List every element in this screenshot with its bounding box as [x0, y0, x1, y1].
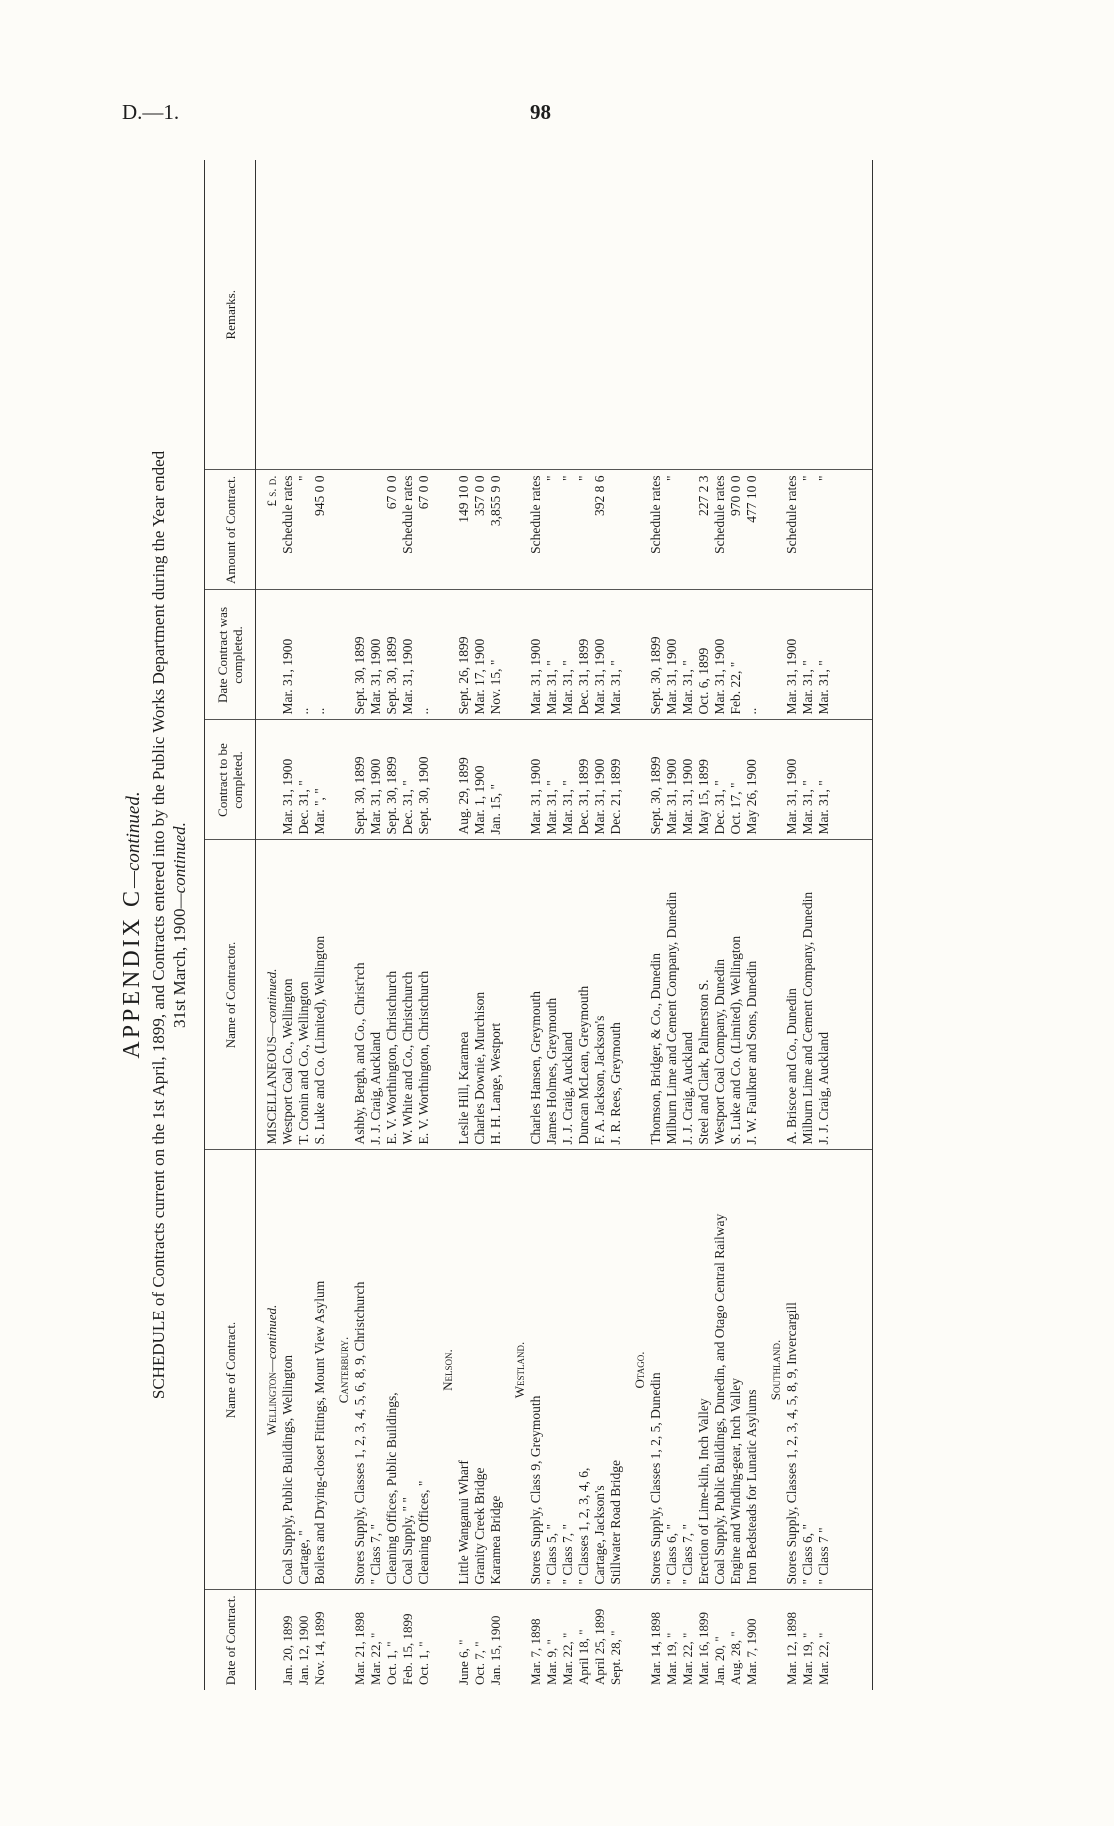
cell-date: Mar. 16, 1899: [696, 1612, 711, 1685]
cell-tocomp: Sept. 30, 1900: [416, 720, 432, 840]
cell-tocomp: May 15, 1899: [696, 720, 712, 840]
cell-name: Engine and Winding-gear, Inch Valley: [728, 1150, 744, 1590]
table-row: [280, 160, 296, 1690]
cell-date: Mar. 22, ": [816, 1632, 831, 1685]
cell-name: Stores Supply, Classes 1, 2, 5, Dunedin: [648, 1150, 664, 1590]
cell-date: Mar. 22, ": [368, 1632, 383, 1685]
schedule-title-line2: [170, 160, 190, 1690]
table-row: [784, 160, 800, 1690]
cell-date: April 25, 1899: [592, 1608, 607, 1685]
cell-remarks: [488, 160, 504, 470]
cell-date: Oct. 1, ": [384, 1641, 399, 1685]
cell-amount: 3,855 9 0: [488, 470, 504, 590]
cell-comp: Mar. 31, ": [800, 590, 816, 720]
cell-amount: [608, 470, 624, 590]
cell-amount: Schedule rates: [528, 470, 544, 590]
table-row: [816, 160, 832, 1690]
cell-name: Cartage, ": [296, 1150, 312, 1590]
cell-comp: Dec. 31, 1899: [576, 590, 592, 720]
cell-date: Mar. 22, ": [680, 1632, 695, 1685]
cell-name: Stores Supply, Classes 1, 2, 3, 4, 5, 8, 9, Invercargill: [784, 1150, 800, 1590]
cell-amount: ": [816, 470, 832, 590]
table-row: [712, 160, 728, 1690]
cell-remarks: [784, 160, 800, 470]
cell-contractor: W. White and Co., Christchurch: [400, 840, 416, 1150]
section-row: [624, 160, 648, 1690]
cell-amount: ": [800, 470, 816, 590]
table-row: [648, 160, 664, 1690]
cell-date: Sept. 28, ": [608, 1630, 623, 1685]
cell-date: Mar. 7, 1898: [528, 1618, 543, 1685]
cell-remarks: [576, 160, 592, 470]
cell-remarks: [400, 160, 416, 470]
table-row: [728, 160, 744, 1690]
cell-date: Oct. 7, ": [472, 1641, 487, 1685]
cell-remarks: [472, 160, 488, 470]
col-to-complete-header: Contract to be completed.: [205, 720, 256, 840]
cell-name: Erection of Lime-kiln, Inch Valley: [696, 1150, 712, 1590]
table-row: [800, 160, 816, 1690]
cell-name: " Class 7 ": [816, 1150, 832, 1590]
table-row: [592, 160, 608, 1690]
cell-comp: Mar. 31, 1900: [280, 590, 296, 720]
cell-comp: Mar. 31, 1900: [712, 590, 728, 720]
cell-tocomp: Aug. 29, 1899: [456, 720, 472, 840]
cell-contractor: J. J. Craig, Auckland: [816, 840, 832, 1150]
section-row: [328, 160, 352, 1690]
cell-comp: Mar. 31, 1900: [528, 590, 544, 720]
cell-name: " Class 6, ": [800, 1150, 816, 1590]
cell-contractor: J. J. Craig, Auckland: [560, 840, 576, 1150]
table-row: [608, 160, 624, 1690]
cell-tocomp: Mar. 31, 1900: [784, 720, 800, 840]
cell-name: Cleaning Offices, Public Buildings,: [384, 1150, 400, 1590]
cell-amount: ": [664, 470, 680, 590]
cell-remarks: [712, 160, 728, 470]
cell-date: Mar. 19, ": [800, 1632, 815, 1685]
cell-contractor: Steel and Clark, Palmerston S.: [696, 840, 712, 1150]
section-title: Canterbury.: [328, 1150, 352, 1590]
cell-name: Stores Supply, Classes 1, 2, 3, 4, 5, 6, 8, 9, Christchurch: [352, 1150, 368, 1590]
cell-name: Cartage, Jackson's: [592, 1150, 608, 1590]
cell-name: Coal Supply, Public Buildings, Wellington: [280, 1150, 296, 1590]
cell-amount: 392 8 6: [592, 470, 608, 590]
cell-contractor: Charles Hansen, Greymouth: [528, 840, 544, 1150]
cell-amount: 970 0 0: [728, 470, 744, 590]
cell-name: Granity Creek Bridge: [472, 1150, 488, 1590]
table-row: [352, 160, 368, 1690]
table-row: [368, 160, 384, 1690]
header-row: [205, 160, 256, 1690]
misc-cont: continued.: [264, 968, 279, 1024]
cell-date: Mar. 9, ": [544, 1639, 559, 1685]
cell-tocomp: Jan. 15, ": [488, 720, 504, 840]
cell-contractor: Leslie Hill, Karamea: [456, 840, 472, 1150]
cell-remarks: [664, 160, 680, 470]
table-row: [528, 160, 544, 1690]
table-row: [400, 160, 416, 1690]
cell-comp: ..: [744, 590, 760, 720]
cell-contractor: J. R. Rees, Greymouth: [608, 840, 624, 1150]
cell-comp: Mar. 31, ": [680, 590, 696, 720]
cell-contractor: T. Cronin and Co., Wellington: [296, 840, 312, 1150]
cell-name: " Class 7, ": [680, 1150, 696, 1590]
cell-remarks: [352, 160, 368, 470]
cell-amount: 945 0 0: [312, 470, 328, 590]
cell-contractor: S. Luke and Co. (Limited), Wellington: [312, 840, 328, 1150]
cell-remarks: [456, 160, 472, 470]
cell-comp: Mar. 31, 1900: [368, 590, 384, 720]
section-row: [432, 160, 456, 1690]
cell-comp: Feb. 22, ": [728, 590, 744, 720]
cell-remarks: [744, 160, 760, 470]
appendix-label: APPENDIX C: [119, 887, 145, 1059]
cell-tocomp: Mar. 31, 1900: [368, 720, 384, 840]
table-end: [832, 160, 873, 1690]
wellington-continued-label: [256, 1150, 281, 1590]
title-block: [118, 160, 190, 1690]
cell-amount: [368, 470, 384, 590]
cell-remarks: [608, 160, 624, 470]
cell-date: Feb. 15, 1899: [400, 1613, 415, 1685]
cell-remarks: [560, 160, 576, 470]
cell-remarks: [280, 160, 296, 470]
cell-amount: 67 0 0: [384, 470, 400, 590]
cell-date: Mar. 21, 1898: [352, 1612, 367, 1685]
cell-amount: 227 2 3: [696, 470, 712, 590]
cell-date: Aug. 28, ": [728, 1631, 743, 1685]
cell-remarks: [680, 160, 696, 470]
cell-comp: Mar. 31, 1900: [592, 590, 608, 720]
cell-contractor: Milburn Lime and Cement Company, Dunedin: [800, 840, 816, 1150]
cell-amount: Schedule rates: [712, 470, 728, 590]
cell-date: Jan. 20, 1899: [280, 1615, 295, 1685]
cell-comp: Oct. 6, 1899: [696, 590, 712, 720]
cell-amount: Schedule rates: [280, 470, 296, 590]
cell-comp: ..: [312, 590, 328, 720]
cell-remarks: [544, 160, 560, 470]
cell-contractor: E. V. Worthington, Christchurch: [384, 840, 400, 1150]
table-row: [696, 160, 712, 1690]
cell-comp: Sept. 30, 1899: [384, 590, 400, 720]
contracts-table: [204, 160, 873, 1690]
cell-tocomp: Mar. 31, 1900: [528, 720, 544, 840]
cell-amount: ": [544, 470, 560, 590]
cell-contractor: Charles Downie, Murchison: [472, 840, 488, 1150]
cell-amount: 67 0 0: [416, 470, 432, 590]
cell-tocomp: Dec. 21, 1899: [608, 720, 624, 840]
table-row: [312, 160, 328, 1690]
cell-date: Mar. 14, 1898: [648, 1612, 663, 1685]
cell-comp: Mar. 31, 1900: [664, 590, 680, 720]
cell-contractor: F. A. Jackson, Jackson's: [592, 840, 608, 1150]
cell-name: " Class 7, ": [368, 1150, 384, 1590]
section-title: Otago.: [624, 1150, 648, 1590]
table-row: [664, 160, 680, 1690]
cell-amount: Schedule rates: [400, 470, 416, 590]
table-row: [296, 160, 312, 1690]
cell-name: Iron Bedsteads for Lunatic Asylums: [744, 1150, 760, 1590]
cell-remarks: [368, 160, 384, 470]
cell-contractor: H. H. Lange, Westport: [488, 840, 504, 1150]
cell-remarks: [384, 160, 400, 470]
cell-comp: Sept. 30, 1899: [352, 590, 368, 720]
table-row: [472, 160, 488, 1690]
appendix-title: [118, 160, 148, 1690]
wellington-cont: continued.: [264, 1304, 279, 1360]
cell-tocomp: Dec. 31, ": [712, 720, 728, 840]
cell-tocomp: Mar. ", ": [312, 720, 328, 840]
cell-name: Cleaning Offices, ": [416, 1150, 432, 1590]
cell-date: Jan. 12, 1900: [296, 1615, 311, 1685]
cell-contractor: J. J. Craig, Auckland: [680, 840, 696, 1150]
cell-date: Mar. 19, ": [664, 1632, 679, 1685]
cell-tocomp: Mar. 31, ": [816, 720, 832, 840]
cell-date: Nov. 14, 1899: [312, 1611, 327, 1685]
cell-comp: Mar. 31, ": [608, 590, 624, 720]
section-title: Nelson.: [432, 1150, 456, 1590]
cell-contractor: Milburn Lime and Cement Company, Dunedin: [664, 840, 680, 1150]
cell-name: " Classes 1, 2, 3, 4, 6,: [576, 1150, 592, 1590]
cell-remarks: [528, 160, 544, 470]
schedule-continued: —continued.: [170, 822, 189, 909]
cell-date: Jan. 15, 1900: [488, 1615, 503, 1685]
cell-amount: Schedule rates: [648, 470, 664, 590]
cell-remarks: [728, 160, 744, 470]
col-name-header: Name of Contract.: [205, 1150, 256, 1590]
cell-amount: ": [576, 470, 592, 590]
cell-amount: [680, 470, 696, 590]
cell-date: Mar. 12, 1898: [784, 1612, 799, 1685]
cell-name: Stillwater Road Bridge: [608, 1150, 624, 1590]
cell-date: Jan. 20, ": [712, 1636, 727, 1685]
cell-contractor: James Holmes, Greymouth: [544, 840, 560, 1150]
cell-amount: Schedule rates: [784, 470, 800, 590]
cell-name: Coal Supply, " ": [400, 1150, 416, 1590]
cell-tocomp: Mar. 31, 1900: [680, 720, 696, 840]
cell-tocomp: Oct. 17, ": [728, 720, 744, 840]
table-row: [488, 160, 504, 1690]
table-body: [256, 160, 873, 1690]
cell-tocomp: Dec. 31, ": [400, 720, 416, 840]
section-row-top: [256, 160, 281, 1690]
cell-tocomp: Mar. 31, 1900: [280, 720, 296, 840]
table-row: [680, 160, 696, 1690]
cell-name: Coal Supply, Public Buildings, Dunedin, and Otago Central Railway: [712, 1150, 728, 1590]
col-date-header: Date of Contract.: [205, 1590, 256, 1690]
misc-label: MISCELLANEOUS—: [264, 1023, 279, 1145]
cell-tocomp: May 26, 1900: [744, 720, 760, 840]
table-row: [560, 160, 576, 1690]
doc-code: D.—1.: [122, 100, 180, 124]
schedule-title-line1: SCHEDULE of Contracts current on the 1st April, 1899, and Contracts entered into by the Public Works Department during the Year ended: [149, 450, 168, 1400]
cell-tocomp: Dec. 31, 1899: [576, 720, 592, 840]
cell-tocomp: Mar. 31, ": [800, 720, 816, 840]
cell-comp: Nov. 15, ": [488, 590, 504, 720]
wellington-label: Wellington—: [264, 1359, 279, 1436]
cell-name: Boilers and Drying-closet Fittings, Mount View Asylum: [312, 1150, 328, 1590]
cell-comp: Mar. 31, ": [560, 590, 576, 720]
cell-contractor: Thomson, Bridger, & Co., Dunedin: [648, 840, 664, 1150]
cell-tocomp: Sept. 30, 1899: [384, 720, 400, 840]
cell-contractor: Ashby, Bergh, and Co., Christ'rch: [352, 840, 368, 1150]
cell-comp: Sept. 30, 1899: [648, 590, 664, 720]
cell-remarks: [696, 160, 712, 470]
cell-amount: 149 10 0: [456, 470, 472, 590]
misc-continued-label: [256, 840, 281, 1150]
cell-tocomp: Mar. 31, 1900: [592, 720, 608, 840]
table-row: [544, 160, 560, 1690]
cell-contractor: Westport Coal Company, Dunedin: [712, 840, 728, 1150]
cell-date: Mar. 22, ": [560, 1632, 575, 1685]
table-row: [456, 160, 472, 1690]
cell-contractor: J. J. Craig, Auckland: [368, 840, 384, 1150]
cell-comp: Mar. 31, ": [544, 590, 560, 720]
section-row: [760, 160, 784, 1690]
cell-comp: Sept. 26, 1899: [456, 590, 472, 720]
cell-comp: Mar. 17, 1900: [472, 590, 488, 720]
cell-contractor: A. Briscoe and Co., Dunedin: [784, 840, 800, 1150]
col-remarks-header: Remarks.: [205, 160, 256, 470]
cell-tocomp: Sept. 30, 1899: [648, 720, 664, 840]
cell-tocomp: Mar. 31, ": [560, 720, 576, 840]
cell-remarks: [312, 160, 328, 470]
cell-tocomp: Mar. 31, 1900: [664, 720, 680, 840]
section-row: [504, 160, 528, 1690]
cell-name: " Class 6, ": [664, 1150, 680, 1590]
cell-remarks: [648, 160, 664, 470]
cell-date: June 6, ": [456, 1639, 471, 1685]
cell-comp: Mar. 31, 1900: [400, 590, 416, 720]
cell-contractor: S. Luke and Co. (Limited), Wellington: [728, 840, 744, 1150]
cell-amount: 477 10 0: [744, 470, 760, 590]
appendix-continued: —continued.: [123, 791, 144, 888]
cell-comp: Mar. 31, ": [816, 590, 832, 720]
cell-amount: 357 0 0: [472, 470, 488, 590]
cell-remarks: [816, 160, 832, 470]
cell-name: Karamea Bridge: [488, 1150, 504, 1590]
cell-amount: ": [560, 470, 576, 590]
cell-date: April 18, ": [576, 1629, 591, 1685]
cell-contractor: Duncan McLean, Greymouth: [576, 840, 592, 1150]
cell-remarks: [800, 160, 816, 470]
cell-comp: Mar. 31, 1900: [784, 590, 800, 720]
cell-contractor: E. V. Worthington, Christchurch: [416, 840, 432, 1150]
cell-comp: ..: [416, 590, 432, 720]
table-row: [384, 160, 400, 1690]
cell-name: " Class 5, ": [544, 1150, 560, 1590]
cell-tocomp: Sept. 30, 1899: [352, 720, 368, 840]
col-completed-header: Date Contract was completed.: [205, 590, 256, 720]
cell-name: Stores Supply, Class 9, Greymouth: [528, 1150, 544, 1590]
rotated-schedule: [118, 160, 1018, 1690]
cell-remarks: [296, 160, 312, 470]
cell-date: Mar. 7, 1900: [744, 1618, 759, 1685]
schedule-year-end: 31st March, 1900: [170, 908, 189, 1028]
cell-date: Oct. 1, ": [416, 1641, 431, 1685]
currency-label: £ s. d.: [256, 470, 281, 590]
cell-remarks: [592, 160, 608, 470]
cell-tocomp: Mar. 1, 1900: [472, 720, 488, 840]
cell-tocomp: Dec. 31, ": [296, 720, 312, 840]
table-row: [744, 160, 760, 1690]
page-number: 98: [530, 100, 551, 124]
cell-amount: [352, 470, 368, 590]
col-contractor-header: Name of Contractor.: [205, 840, 256, 1150]
cell-comp: ..: [296, 590, 312, 720]
table-row: [576, 160, 592, 1690]
cell-contractor: J. W. Faulkner and Sons, Dunedin: [744, 840, 760, 1150]
cell-amount: ": [296, 470, 312, 590]
section-title: Southland.: [760, 1150, 784, 1590]
cell-remarks: [416, 160, 432, 470]
cell-name: Little Wanganui Wharf: [456, 1150, 472, 1590]
table-row: [416, 160, 432, 1690]
section-title: Westland.: [504, 1150, 528, 1590]
cell-name: " Class 7, ": [560, 1150, 576, 1590]
cell-contractor: Westport Coal Co., Wellington: [280, 840, 296, 1150]
cell-tocomp: Mar. 31, ": [544, 720, 560, 840]
col-amount-header: Amount of Contract.: [205, 470, 256, 590]
